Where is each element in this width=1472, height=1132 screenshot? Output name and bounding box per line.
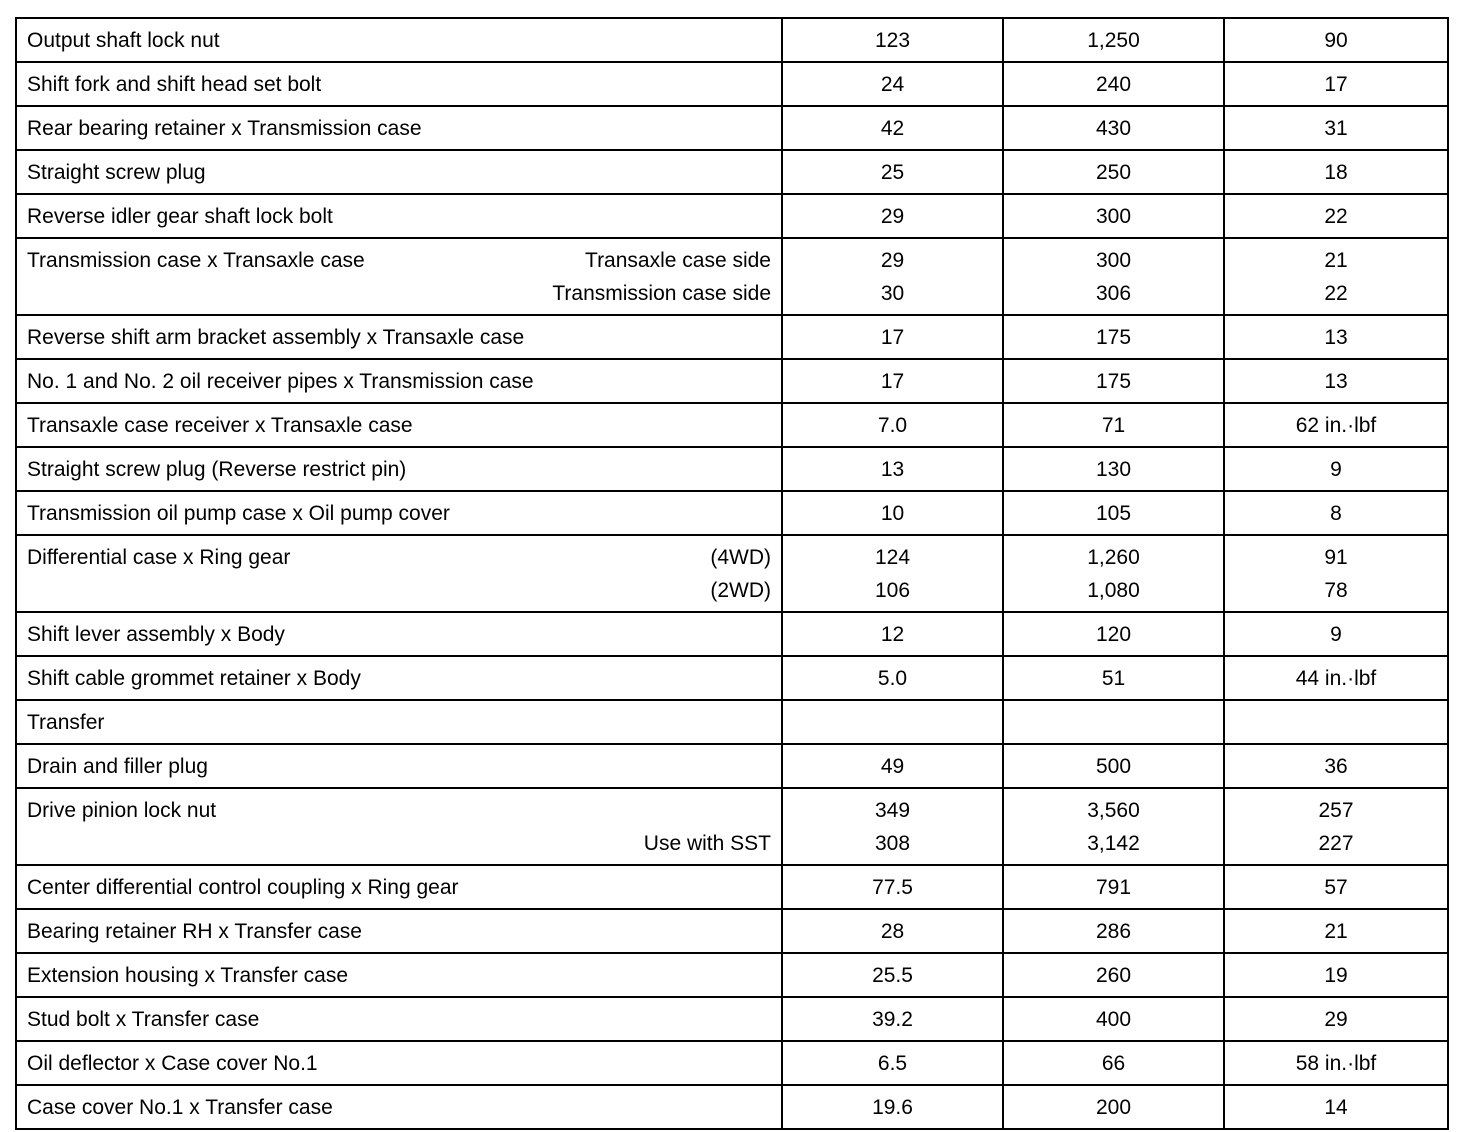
part-label: Extension housing x Transfer case — [27, 964, 349, 987]
kgfcm-value: 286 — [1095, 920, 1132, 943]
kgfcm-cell — [1003, 953, 1224, 997]
kgfcm-cell — [1003, 403, 1224, 447]
table-row — [16, 535, 1448, 612]
ftlbf-value: 31 — [1324, 117, 1348, 140]
nm-cell — [782, 403, 1003, 447]
kgfcm-cell — [1003, 18, 1224, 62]
ftlbf-cell — [1224, 535, 1448, 612]
table-row — [16, 315, 1448, 359]
kgfcm-value: 71 — [1101, 414, 1126, 437]
kgfcm-value: 175 — [1095, 370, 1132, 393]
part-label: Transmission case x Transaxle case — [27, 249, 365, 272]
kgfcm-value — [1004, 706, 1223, 739]
nm-value: 28 — [880, 920, 905, 943]
part-label: Case cover No.1 x Transfer case — [27, 1096, 333, 1119]
part-label: Transmission oil pump case x Oil pump cover — [27, 502, 450, 525]
ftlbf-value: 22 — [1324, 282, 1348, 305]
part-cell — [16, 788, 782, 865]
kgfcm-value: 240 — [1095, 73, 1132, 96]
part-label: Stud bolt x Transfer case — [27, 1008, 260, 1031]
kgfcm-value: 430 — [1095, 117, 1132, 140]
part-line — [27, 541, 771, 574]
part-label: Transfer — [27, 711, 105, 734]
ftlbf-cell — [1224, 1085, 1448, 1129]
part-cell — [16, 194, 782, 238]
kgfcm-value: 3,560 — [1087, 799, 1140, 822]
table-row — [16, 106, 1448, 150]
nm-cell — [782, 150, 1003, 194]
nm-cell — [782, 238, 1003, 315]
ftlbf-value: 58 in.·lbf — [1295, 1052, 1377, 1075]
part-cell — [16, 315, 782, 359]
nm-value: 25.5 — [872, 964, 913, 987]
nm-value: 124 — [874, 546, 911, 569]
ftlbf-cell — [1224, 953, 1448, 997]
part-cell — [16, 62, 782, 106]
part-line — [27, 277, 771, 310]
table-row — [16, 62, 1448, 106]
ftlbf-value: 62 in.·lbf — [1295, 414, 1377, 437]
kgfcm-cell — [1003, 612, 1224, 656]
nm-cell — [782, 18, 1003, 62]
kgfcm-cell — [1003, 315, 1224, 359]
nm-cell — [782, 656, 1003, 700]
nm-cell — [782, 909, 1003, 953]
kgfcm-value: 3,142 — [1087, 832, 1140, 855]
part-label: Straight screw plug — [27, 161, 206, 184]
ftlbf-value: 78 — [1324, 579, 1348, 602]
table-row — [16, 238, 1448, 315]
kgfcm-cell — [1003, 909, 1224, 953]
nm-value: 29 — [880, 205, 905, 228]
nm-cell — [782, 997, 1003, 1041]
part-cell — [16, 1085, 782, 1129]
part-label: Output shaft lock nut — [27, 29, 220, 52]
kgfcm-value: 400 — [1095, 1008, 1132, 1031]
nm-cell — [782, 359, 1003, 403]
part-label: Reverse idler gear shaft lock bolt — [27, 205, 333, 228]
nm-value: 29 — [880, 249, 905, 272]
kgfcm-value: 120 — [1095, 623, 1132, 646]
nm-value: 7.0 — [877, 414, 908, 437]
ftlbf-cell — [1224, 359, 1448, 403]
nm-value: 49 — [880, 755, 905, 778]
part-condition-note: Transaxle case side — [585, 249, 771, 272]
kgfcm-cell — [1003, 359, 1224, 403]
kgfcm-value: 300 — [1095, 249, 1132, 272]
kgfcm-value: 250 — [1095, 161, 1132, 184]
nm-value: 24 — [880, 73, 905, 96]
ftlbf-cell — [1224, 194, 1448, 238]
ftlbf-value: 44 in.·lbf — [1295, 667, 1377, 690]
kgfcm-cell — [1003, 865, 1224, 909]
ftlbf-value: 90 — [1324, 29, 1348, 52]
ftlbf-cell — [1224, 744, 1448, 788]
ftlbf-cell — [1224, 1041, 1448, 1085]
part-label: No. 1 and No. 2 oil receiver pipes x Transmission case — [27, 370, 534, 393]
kgfcm-cell — [1003, 788, 1224, 865]
nm-value: 13 — [880, 458, 905, 481]
nm-cell — [782, 491, 1003, 535]
nm-cell — [782, 194, 1003, 238]
part-cell — [16, 656, 782, 700]
kgfcm-cell — [1003, 238, 1224, 315]
nm-cell — [782, 788, 1003, 865]
part-line — [27, 794, 771, 827]
torque-spec-table — [15, 17, 1449, 1130]
part-label: Bearing retainer RH x Transfer case — [27, 920, 362, 943]
ftlbf-cell — [1224, 403, 1448, 447]
part-cell — [16, 612, 782, 656]
part-cell — [16, 150, 782, 194]
ftlbf-value: 17 — [1324, 73, 1348, 96]
ftlbf-value: 19 — [1324, 964, 1348, 987]
ftlbf-cell — [1224, 491, 1448, 535]
nm-value: 77.5 — [872, 876, 913, 899]
part-condition-note: (2WD) — [710, 579, 771, 602]
ftlbf-value: 18 — [1324, 161, 1348, 184]
part-cell — [16, 535, 782, 612]
nm-cell — [782, 315, 1003, 359]
ftlbf-value: 9 — [1330, 458, 1342, 481]
kgfcm-value: 791 — [1095, 876, 1132, 899]
nm-value: 25 — [880, 161, 905, 184]
nm-value: 30 — [880, 282, 905, 305]
kgfcm-cell — [1003, 447, 1224, 491]
ftlbf-cell — [1224, 315, 1448, 359]
nm-value: 10 — [880, 502, 905, 525]
nm-value: 123 — [874, 29, 911, 52]
nm-value: 349 — [874, 799, 911, 822]
part-label: Transaxle case receiver x Transaxle case — [27, 414, 413, 437]
part-label: Reverse shift arm bracket assembly x Transaxle case — [27, 326, 525, 349]
nm-cell — [782, 62, 1003, 106]
part-label: Shift fork and shift head set bolt — [27, 73, 322, 96]
ftlbf-cell — [1224, 18, 1448, 62]
ftlbf-cell — [1224, 997, 1448, 1041]
table-row — [16, 18, 1448, 62]
part-cell — [16, 865, 782, 909]
kgfcm-value: 51 — [1101, 667, 1126, 690]
table-row — [16, 700, 1448, 744]
part-cell — [16, 909, 782, 953]
ftlbf-cell — [1224, 106, 1448, 150]
torque-spec-table-body — [16, 18, 1448, 1129]
table-row — [16, 612, 1448, 656]
part-condition-note: (4WD) — [710, 546, 771, 569]
part-cell — [16, 106, 782, 150]
part-label: Straight screw plug (Reverse restrict pin) — [27, 458, 407, 481]
part-line — [27, 244, 771, 277]
table-row — [16, 953, 1448, 997]
kgfcm-cell — [1003, 106, 1224, 150]
table-row — [16, 997, 1448, 1041]
nm-value: 17 — [880, 326, 905, 349]
nm-value: 308 — [874, 832, 911, 855]
table-row — [16, 1041, 1448, 1085]
part-label: Drive pinion lock nut — [27, 799, 217, 822]
part-cell — [16, 953, 782, 997]
kgfcm-value: 130 — [1095, 458, 1132, 481]
nm-cell — [782, 106, 1003, 150]
nm-cell — [782, 953, 1003, 997]
kgfcm-cell — [1003, 997, 1224, 1041]
ftlbf-value: 36 — [1324, 755, 1348, 778]
nm-cell — [782, 1085, 1003, 1129]
part-cell — [16, 18, 782, 62]
kgfcm-value: 300 — [1095, 205, 1132, 228]
table-row — [16, 447, 1448, 491]
part-label: Oil deflector x Case cover No.1 — [27, 1052, 318, 1075]
part-condition-note: Use with SST — [643, 832, 771, 855]
kgfcm-value: 175 — [1095, 326, 1132, 349]
ftlbf-value: 8 — [1330, 502, 1342, 525]
kgfcm-value: 200 — [1095, 1096, 1132, 1119]
ftlbf-cell — [1224, 909, 1448, 953]
kgfcm-value: 1,260 — [1087, 546, 1140, 569]
table-row — [16, 491, 1448, 535]
ftlbf-value: 9 — [1330, 623, 1342, 646]
ftlbf-value: 227 — [1318, 832, 1354, 855]
table-row — [16, 909, 1448, 953]
table-row — [16, 403, 1448, 447]
nm-value: 39.2 — [872, 1008, 913, 1031]
kgfcm-cell — [1003, 1041, 1224, 1085]
nm-value: 5.0 — [877, 667, 908, 690]
part-line — [27, 827, 771, 860]
ftlbf-value: 13 — [1324, 326, 1348, 349]
ftlbf-cell — [1224, 700, 1448, 744]
nm-cell — [782, 447, 1003, 491]
ftlbf-value: 13 — [1324, 370, 1348, 393]
part-cell — [16, 403, 782, 447]
kgfcm-value: 1,250 — [1087, 29, 1140, 52]
kgfcm-value: 1,080 — [1087, 579, 1140, 602]
kgfcm-value: 105 — [1095, 502, 1132, 525]
ftlbf-value: 57 — [1324, 876, 1348, 899]
nm-cell — [782, 744, 1003, 788]
part-label: Rear bearing retainer x Transmission case — [27, 117, 422, 140]
kgfcm-value: 66 — [1101, 1052, 1126, 1075]
nm-value: 12 — [880, 623, 905, 646]
ftlbf-value: 91 — [1324, 546, 1348, 569]
kgfcm-cell — [1003, 62, 1224, 106]
ftlbf-cell — [1224, 788, 1448, 865]
table-row — [16, 744, 1448, 788]
nm-value: 42 — [880, 117, 905, 140]
ftlbf-cell — [1224, 612, 1448, 656]
ftlbf-value — [1225, 706, 1447, 739]
nm-cell — [782, 535, 1003, 612]
kgfcm-cell — [1003, 491, 1224, 535]
ftlbf-value: 14 — [1324, 1096, 1348, 1119]
part-label: Center differential control coupling x Ring gear — [27, 876, 459, 899]
kgfcm-cell — [1003, 656, 1224, 700]
part-cell — [16, 997, 782, 1041]
ftlbf-cell — [1224, 150, 1448, 194]
table-row — [16, 194, 1448, 238]
kgfcm-cell — [1003, 535, 1224, 612]
ftlbf-cell — [1224, 447, 1448, 491]
ftlbf-cell — [1224, 656, 1448, 700]
part-cell — [16, 744, 782, 788]
ftlbf-value: 257 — [1318, 799, 1354, 822]
ftlbf-cell — [1224, 238, 1448, 315]
table-row — [16, 359, 1448, 403]
nm-cell — [782, 700, 1003, 744]
kgfcm-value: 500 — [1095, 755, 1132, 778]
table-row — [16, 656, 1448, 700]
part-label: Shift lever assembly x Body — [27, 623, 285, 646]
kgfcm-value: 306 — [1095, 282, 1132, 305]
nm-value: 19.6 — [872, 1096, 913, 1119]
ftlbf-value: 29 — [1324, 1008, 1348, 1031]
kgfcm-cell — [1003, 744, 1224, 788]
part-cell — [16, 1041, 782, 1085]
part-cell — [16, 491, 782, 535]
nm-value: 106 — [874, 579, 911, 602]
part-label: Differential case x Ring gear — [27, 546, 291, 569]
nm-cell — [782, 865, 1003, 909]
ftlbf-value: 22 — [1324, 205, 1348, 228]
table-row — [16, 1085, 1448, 1129]
kgfcm-value: 260 — [1095, 964, 1132, 987]
table-row — [16, 865, 1448, 909]
ftlbf-cell — [1224, 865, 1448, 909]
nm-value: 17 — [880, 370, 905, 393]
nm-value — [783, 706, 1002, 739]
part-cell — [16, 238, 782, 315]
kgfcm-cell — [1003, 194, 1224, 238]
kgfcm-cell — [1003, 1085, 1224, 1129]
kgfcm-cell — [1003, 150, 1224, 194]
table-row — [16, 150, 1448, 194]
part-line — [27, 574, 771, 607]
part-cell — [16, 447, 782, 491]
ftlbf-value: 21 — [1324, 249, 1348, 272]
nm-cell — [782, 1041, 1003, 1085]
nm-value: 6.5 — [877, 1052, 908, 1075]
kgfcm-cell — [1003, 700, 1224, 744]
ftlbf-value: 21 — [1324, 920, 1348, 943]
part-label: Drain and filler plug — [27, 755, 208, 778]
table-row — [16, 788, 1448, 865]
nm-cell — [782, 612, 1003, 656]
part-cell — [16, 700, 782, 744]
ftlbf-cell — [1224, 62, 1448, 106]
part-label: Shift cable grommet retainer x Body — [27, 667, 361, 690]
part-condition-note: Transmission case side — [552, 282, 771, 305]
part-cell — [16, 359, 782, 403]
